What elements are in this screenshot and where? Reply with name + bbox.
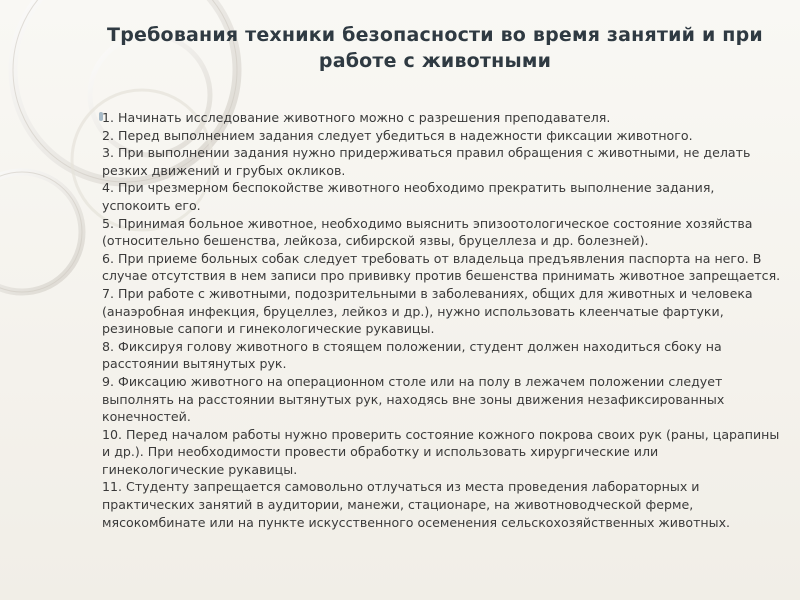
rule-item: 4. При чрезмерном беспокойстве животного необходимо прекратить выполнение задания, успокоить его.: [102, 180, 715, 213]
ring-medium-shadow: [0, 172, 82, 292]
rule-item: 6. При приеме больных собак следует требовать от владельца предъявления паспорта на него. В случае отсутствия в нем записи про прививку против бешенства принимать животное запрещается.: [102, 250, 781, 284]
rule-item: 7. При работе с животными, подозрительными в заболеваниях, общих для животных и человека (анаэробная инфекция, бруцеллез, лейкоз и др.), нужно использовать клеенчатые фартуки, резиновые сапоги и гинекологические рукавицы.: [102, 285, 753, 337]
rule-item: 8. Фиксируя голову животного в стоящем положении, студент должен находиться сбоку на расстоянии вытянутых рук.: [102, 338, 722, 372]
rule-item: 9. Фиксацию животного на операционном столе или на полу в лежачем положении следует выполнять на расстоянии вытянутых рук, находясь вне зоны движения незафиксированных конечностей.: [102, 373, 725, 425]
rule-item: 1. Начинать исследование животного можно с разрешения преподавателя.: [102, 110, 611, 125]
rule-item: 11. Студенту запрещается самовольно отлучаться из места проведения лабораторных и практических занятий в аудитории, манежи, стационаре, на животноводческой ферме, мясокомбинате или на пункте искусственного осеменения сельскохозяйственных животных.: [102, 479, 731, 530]
slide-title: Требования техники безопасности во время занятий и при работе с животными: [107, 24, 763, 72]
ring-medium: [0, 172, 82, 292]
rule-item: 5. Принимая больное животное, необходимо выяснить эпизоотологическое состояние хозяйства (относительно бешенства, лейкоза, сибирской язвы, бруцеллеза и др. болезней).: [102, 215, 753, 249]
rules-list: [102, 109, 782, 531]
rule-item: 3. При выполнении задания нужно придерживаться правил обращения с животными, не делать резких движений и грубых окликов.: [102, 145, 751, 178]
rule-item: 10. Перед началом работы нужно проверить состояние кожного покрова своих рук (раны, царапины и др.). При необходимости провести обработку и использовать хирургические или гинекологические рукавицы.: [102, 426, 780, 477]
rule-item: 2. Перед выполнением задания следует убедиться в надежности фиксации животного.: [102, 127, 693, 143]
